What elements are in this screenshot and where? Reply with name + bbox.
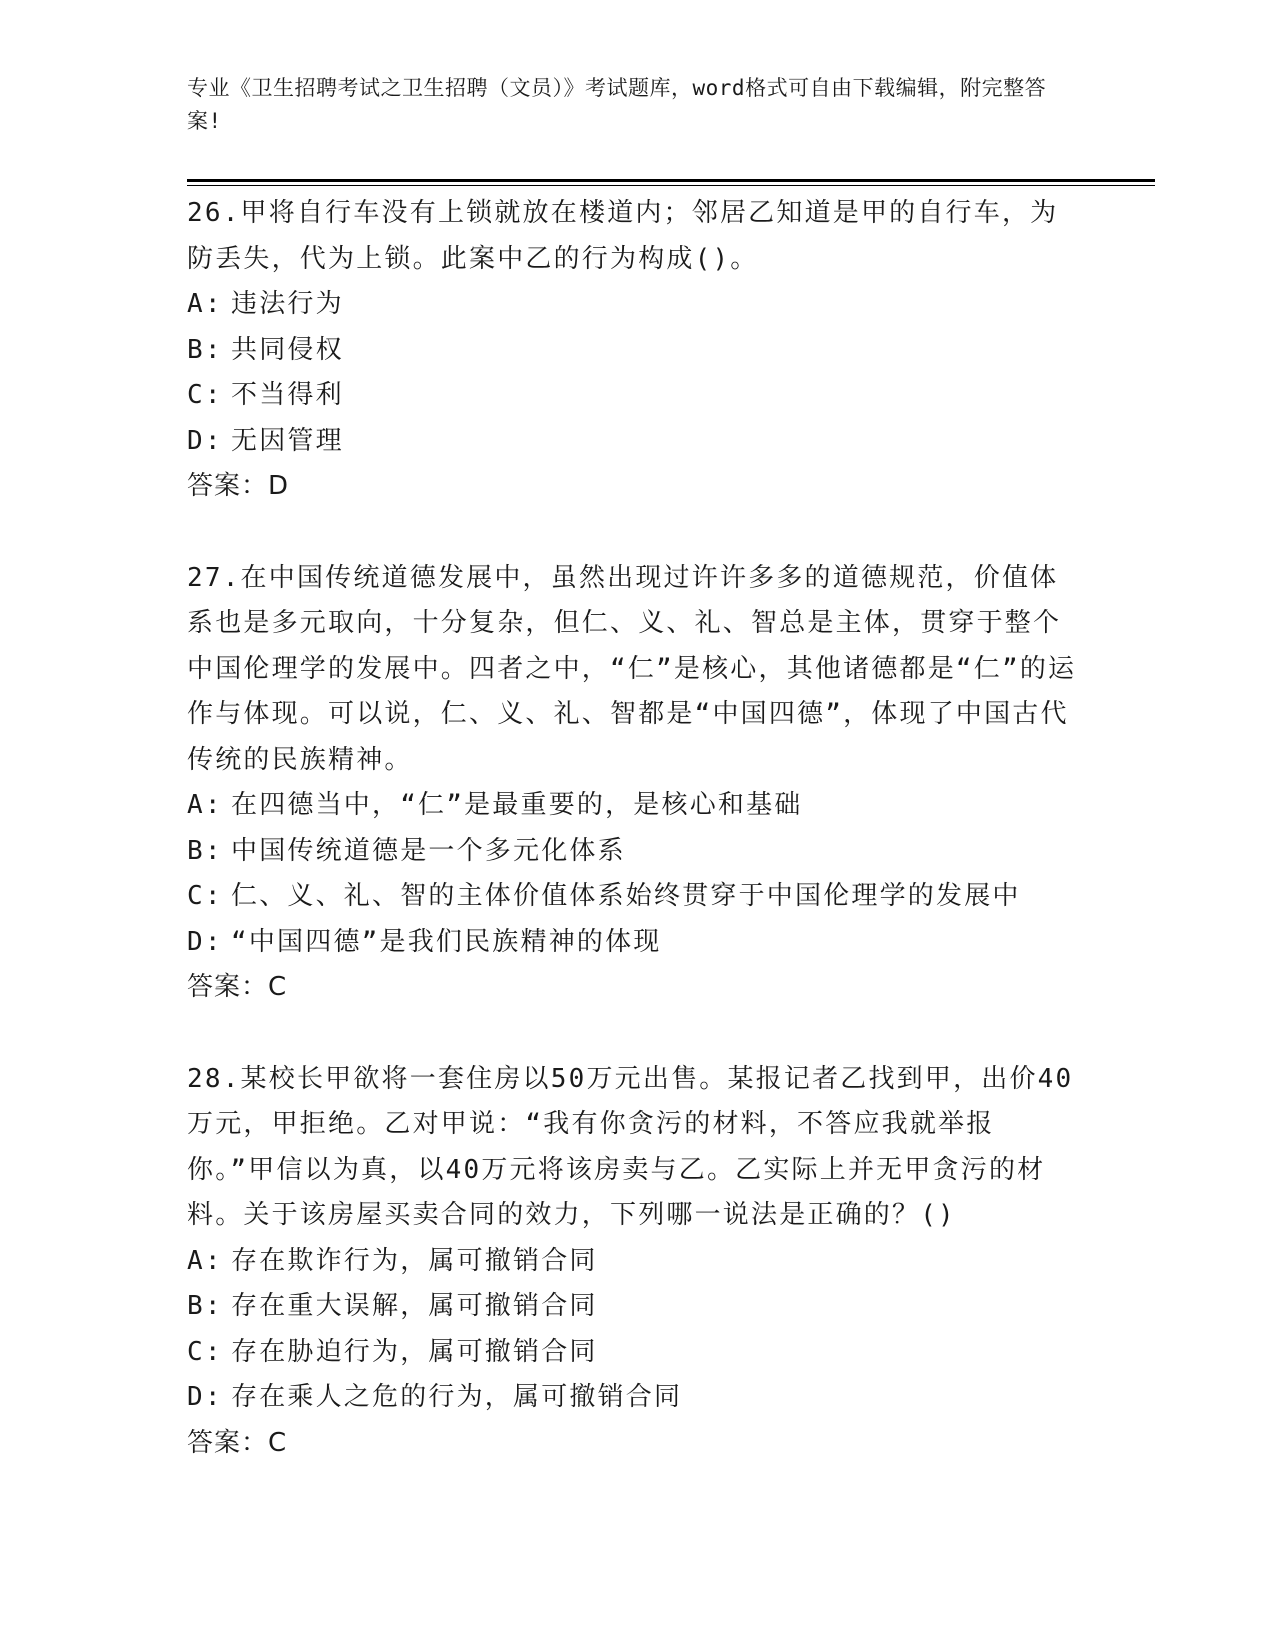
option-text: 违法行为 xyxy=(231,289,344,319)
option-b xyxy=(187,328,1077,374)
option-d xyxy=(187,419,1077,465)
option-text: 共同侵权 xyxy=(231,334,344,365)
question-spacer xyxy=(187,1011,1077,1057)
option-a xyxy=(187,1239,1077,1285)
header-divider-thin xyxy=(187,185,1155,186)
question-27 xyxy=(187,556,1077,1011)
option-key: A: xyxy=(187,1245,223,1276)
option-key: D: xyxy=(187,1382,223,1412)
option-d xyxy=(187,1375,1077,1421)
option-text: 存在胁迫行为，属可撤销合同 xyxy=(231,1336,598,1367)
option-key: A: xyxy=(187,790,223,820)
option-text: 存在重大误解，属可撤销合同 xyxy=(231,1291,598,1321)
question-stem: 28.某校长甲欲将一套住房以50万元出售。某报记者乙找到甲，出价40万元，甲拒绝。乙对甲说：“我有你贪污的材料，不答应我就举报你。”甲信以为真，以40万元将该房卖与乙。乙实际上并无甲贪污的材料。关于该房屋买卖合同的效力，下列哪一说法是正确的？() xyxy=(187,1063,1074,1230)
option-text: 不当得利 xyxy=(231,380,344,410)
question-28 xyxy=(187,1057,1077,1467)
option-b xyxy=(187,829,1077,875)
option-d xyxy=(187,920,1077,966)
answer-line: 答案：D xyxy=(187,471,290,501)
answer-line: 答案：C xyxy=(187,1427,288,1458)
answer-line: 答案：C xyxy=(187,972,288,1002)
option-key: D: xyxy=(187,425,223,456)
option-a xyxy=(187,783,1077,829)
question-stem: 26.甲将自行车没有上锁就放在楼道内；邻居乙知道是甲的自行车，为防丢失，代为上锁。此案中乙的行为构成()。 xyxy=(187,198,1059,274)
option-c xyxy=(187,1330,1077,1376)
option-text: 在四德当中，“仁”是最重要的，是核心和基础 xyxy=(231,790,803,820)
option-a xyxy=(187,282,1077,328)
question-26 xyxy=(187,191,1077,510)
option-c xyxy=(187,373,1077,419)
option-text: 存在欺诈行为，属可撤销合同 xyxy=(231,1245,598,1276)
option-text: 存在乘人之危的行为，属可撤销合同 xyxy=(231,1382,683,1412)
header-divider-thick xyxy=(187,179,1155,182)
question-stem: 27.在中国传统道德发展中，虽然出现过许许多多的道德规范，价值体系也是多元取向，十分复杂，但仁、义、礼、智总是主体，贯穿于整个中国伦理学的发展中。四者之中，“仁”是核心，其他诸德都是“仁”的运作与体现。可以说，仁、义、礼、智都是“中国四德”，体现了中国古代传统的民族精神。 xyxy=(187,562,1077,775)
option-c xyxy=(187,874,1077,920)
question-list xyxy=(187,191,1077,1466)
option-text: 中国传统道德是一个多元化体系 xyxy=(231,835,626,866)
option-key: C: xyxy=(187,380,223,410)
option-text: 无因管理 xyxy=(231,425,344,456)
option-key: A: xyxy=(187,289,223,319)
option-key: C: xyxy=(187,881,223,911)
page-header: 专业《卫生招聘考试之卫生招聘（文员）》考试题库，word格式可自由下载编辑，附完整答案! xyxy=(187,76,1047,133)
question-spacer xyxy=(187,510,1077,556)
option-key: D: xyxy=(187,926,223,957)
option-key: B: xyxy=(187,1291,223,1321)
option-key: C: xyxy=(187,1336,223,1367)
option-key: B: xyxy=(187,835,223,866)
option-b xyxy=(187,1284,1077,1330)
option-key: B: xyxy=(187,334,223,365)
option-text: 仁、义、礼、智的主体价值体系始终贯穿于中国伦理学的发展中 xyxy=(231,881,1021,911)
option-text: “中国四德”是我们民族精神的体现 xyxy=(231,926,662,957)
